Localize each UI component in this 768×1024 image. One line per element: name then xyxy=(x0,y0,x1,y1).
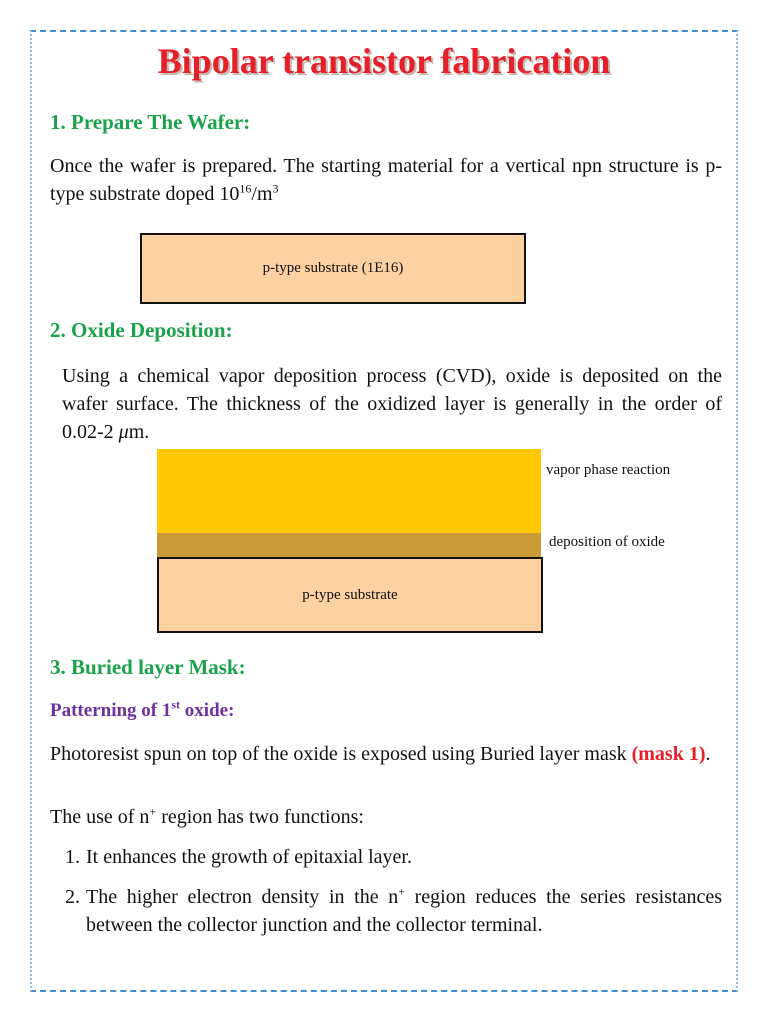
substrate-label: p-type substrate (1E16) xyxy=(262,260,404,276)
section-1-heading: 1. Prepare The Wafer: xyxy=(50,110,251,134)
section-2-heading: 2. Oxide Deposition: xyxy=(50,318,233,342)
section-3-paragraph-2: The use of n+ region has two functions: xyxy=(50,804,364,828)
list-item: 2. The higher electron density in the n+ region reduces the series resistances between the collector junction and the collector terminal. xyxy=(65,884,722,936)
page-title: Bipolar transistor fabrication xyxy=(157,41,611,81)
section-3-subheading: Patterning of 1st oxide: xyxy=(50,697,235,721)
section-2-paragraph: Using a chemical vapor deposition process (CVD), oxide is deposited on the wafer surface. The thickness of the oxidized layer is generally in the order of 0.02-2 μm. xyxy=(62,365,722,443)
mask-reference: (mask 1) xyxy=(631,743,706,765)
oxide-deposition-label: deposition of oxide xyxy=(549,534,665,550)
substrate-label: p-type substrate xyxy=(302,586,398,603)
substrate-diagram xyxy=(140,233,526,304)
vapor-phase-layer xyxy=(157,449,541,535)
oxide-layer xyxy=(157,533,541,557)
section-1-paragraph: Once the wafer is prepared. The starting material for a vertical npn structure is p-type substrate doped $10^{16}/m^3$ xyxy=(50,155,722,205)
vapor-phase-label: vapor phase reaction xyxy=(546,462,671,478)
section-3-heading: 3. Buried layer Mask: xyxy=(50,655,246,679)
oxide-substrate-block xyxy=(157,557,543,633)
section-3-paragraph-1: Photoresist spun on top of the oxide is exposed using Buried layer mask (mask 1). xyxy=(50,743,711,765)
functions-list xyxy=(50,843,722,939)
list-item: 1. It enhances the growth of epitaxial layer. xyxy=(65,846,412,868)
